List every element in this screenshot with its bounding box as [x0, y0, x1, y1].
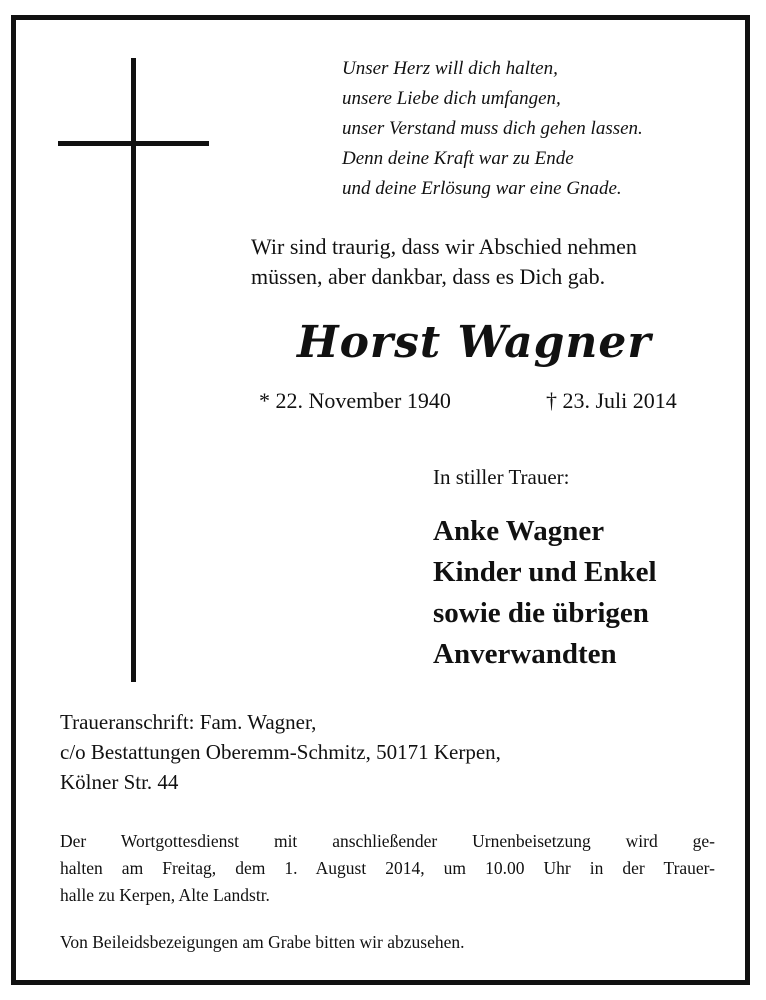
poem-line: Denn deine Kraft war zu Ende: [342, 148, 574, 169]
intro-text: [251, 232, 731, 292]
mourner-name: Kinder und Enkel: [433, 556, 657, 588]
cross-icon-vertical-bar: [131, 58, 136, 682]
poem-line: Unser Herz will dich halten,: [342, 58, 558, 79]
mourners-list: [433, 511, 657, 675]
service-line: halten am Freitag, dem 1. August 2014, um 10.00 Uhr in der Trauer-: [60, 858, 715, 878]
address-line: c/o Bestattungen Oberemm-Schmitz, 50171 Kerpen,: [60, 740, 501, 764]
poem: [342, 54, 722, 204]
poem-line: und deine Erlösung war eine Gnade.: [342, 178, 622, 199]
mourning-label: In stiller Trauer:: [433, 465, 570, 489]
intro-line: müssen, aber dankbar, dass es Dich gab.: [251, 264, 606, 289]
cross-icon-horizontal-bar: [58, 141, 209, 146]
mourning-address: [60, 707, 501, 797]
condolence-note: Von Beileidsbezeigungen am Grabe bitten wir abzusehen.: [60, 932, 465, 952]
deceased-name: Horst Wagner: [297, 317, 652, 368]
mourner-name: Anke Wagner: [433, 515, 605, 547]
poem-line: unser Verstand muss dich gehen lassen.: [342, 118, 643, 139]
mourner-name: sowie die übrigen: [433, 597, 649, 629]
death-date: † 23. Juli 2014: [546, 388, 677, 413]
service-line: Der Wortgottesdienst mit anschließender Urnenbeisetzung wird ge-: [60, 831, 715, 851]
service-line: halle zu Kerpen, Alte Landstr.: [60, 885, 270, 905]
intro-line: Wir sind traurig, dass wir Abschied nehmen: [251, 234, 637, 259]
address-line: Traueranschrift: Fam. Wagner,: [60, 710, 317, 734]
address-line: Kölner Str. 44: [60, 770, 179, 794]
service-info: [60, 828, 715, 909]
mourner-name: Anverwandten: [433, 638, 617, 670]
poem-line: unsere Liebe dich umfangen,: [342, 88, 561, 109]
birth-date: * 22. November 1940: [259, 388, 451, 413]
